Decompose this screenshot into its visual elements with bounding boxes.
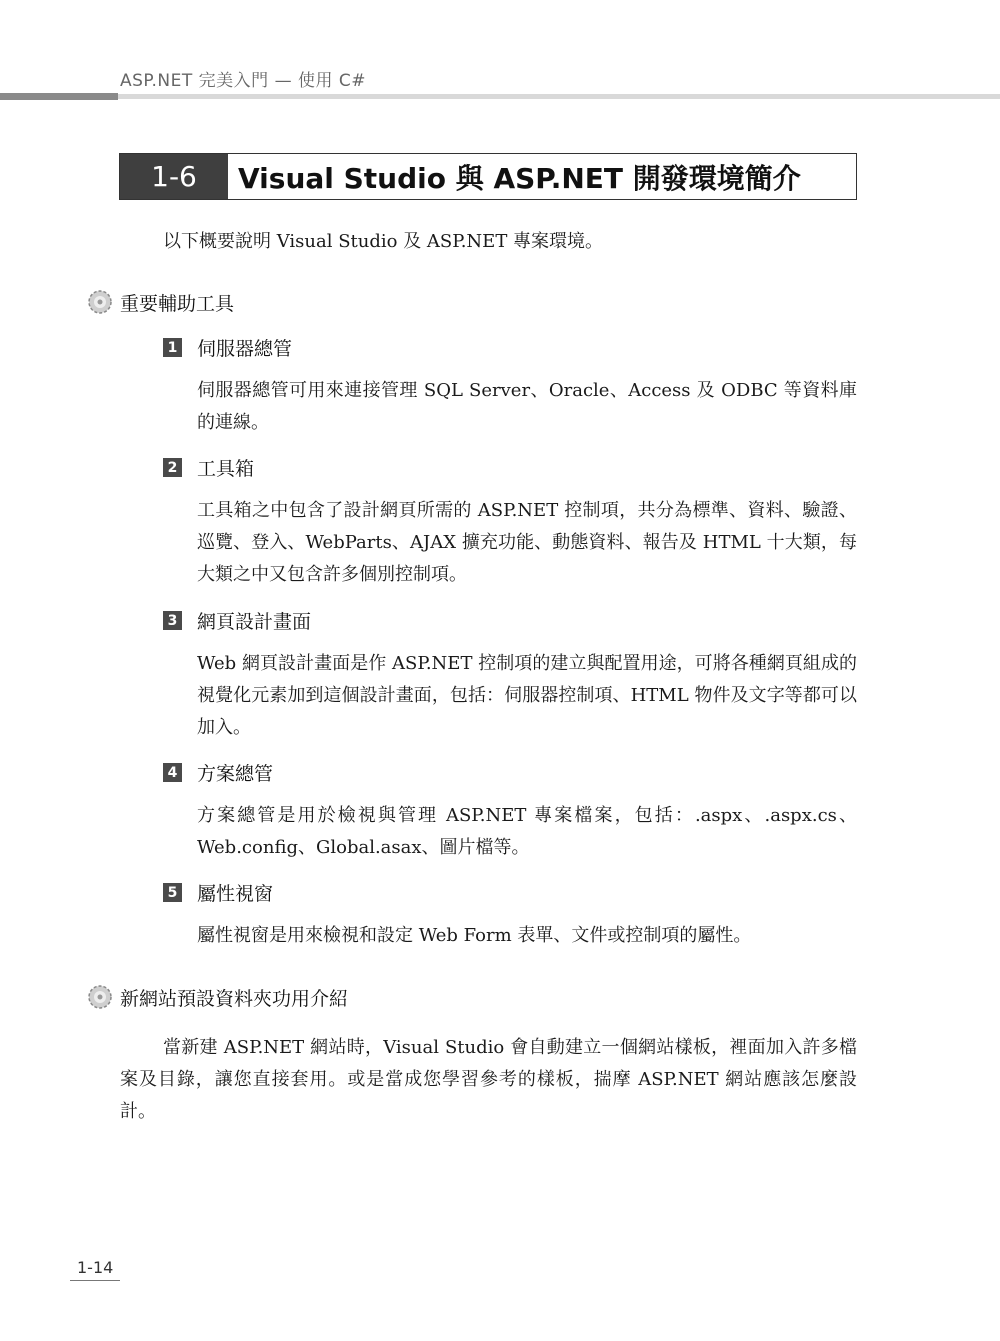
section-title (119, 153, 857, 200)
section-heading: Visual Studio 與 ASP.NET 開發環境簡介 (238, 161, 801, 195)
list-item-heading (163, 607, 311, 634)
subsection-title: 新網站預設資料夾功用介紹 (120, 987, 349, 1010)
subsection-heading (86, 288, 234, 316)
section-number: 1-6 (120, 154, 228, 199)
gear-disc-icon (86, 288, 114, 316)
item-number-badge: 5 (163, 883, 182, 902)
item-number-badge: 3 (163, 611, 182, 630)
list-item-heading (163, 454, 254, 481)
subsection-heading (86, 983, 348, 1011)
item-title: 屬性視窗 (197, 883, 274, 905)
item-body: 伺服器總管可用來連接管理 SQL Server、Oracle、Access 及 ODBC 等資料庫的連線。 (197, 380, 857, 433)
item-number-badge: 2 (163, 458, 182, 477)
subsection-title: 重要輔助工具 (120, 292, 235, 315)
closing-paragraph: 當新建 ASP.NET 網站時，Visual Studio 會自動建立一個網站樣板，裡面加入許多檔案及目錄，讓您直接套用。或是當成您學習參考的樣板，揣摩 ASP.NET 網站應該怎麼設計。 (120, 1037, 857, 1122)
page-number: 1-14 (77, 1258, 114, 1277)
item-title: 工具箱 (197, 458, 255, 480)
running-header: ASP.NET 完美入門 — 使用 C# (120, 71, 366, 91)
item-body: 工具箱之中包含了設計網頁所需的 ASP.NET 控制項，共分為標準、資料、驗證、巡覽、登入、WebParts、AJAX 擴充功能、動態資料、報告及 HTML 十大類，每大類之中又包含許多個別控制項。 (197, 500, 857, 585)
intro-paragraph: 以下概要說明 Visual Studio 及 ASP.NET 專案環境。 (163, 231, 604, 252)
header-rule-light (118, 94, 1000, 99)
item-body: Web 網頁設計畫面是作 ASP.NET 控制項的建立與配置用途，可將各種網頁組成的視覺化元素加到這個設計畫面，包括：伺服器控制項、HTML 物件及文字等都可以加入。 (197, 653, 857, 738)
footer-rule (70, 1280, 120, 1281)
item-number-badge: 4 (163, 763, 182, 782)
list-item-heading (163, 759, 273, 786)
list-item-heading (163, 334, 292, 361)
item-title: 伺服器總管 (197, 338, 293, 360)
header-rule-dark (0, 93, 118, 100)
item-title: 方案總管 (197, 763, 274, 785)
list-item-heading (163, 879, 273, 906)
item-number-badge: 1 (163, 338, 182, 357)
gear-disc-icon (86, 983, 114, 1011)
item-title: 網頁設計畫面 (197, 611, 312, 633)
item-body: 方案總管是用於檢視與管理 ASP.NET 專案檔案，包括：.aspx、.aspx.cs、Web.config、Global.asax、圖片檔等。 (197, 805, 857, 858)
item-body: 屬性視窗是用來檢視和設定 Web Form 表單、文件或控制項的屬性。 (197, 925, 752, 946)
